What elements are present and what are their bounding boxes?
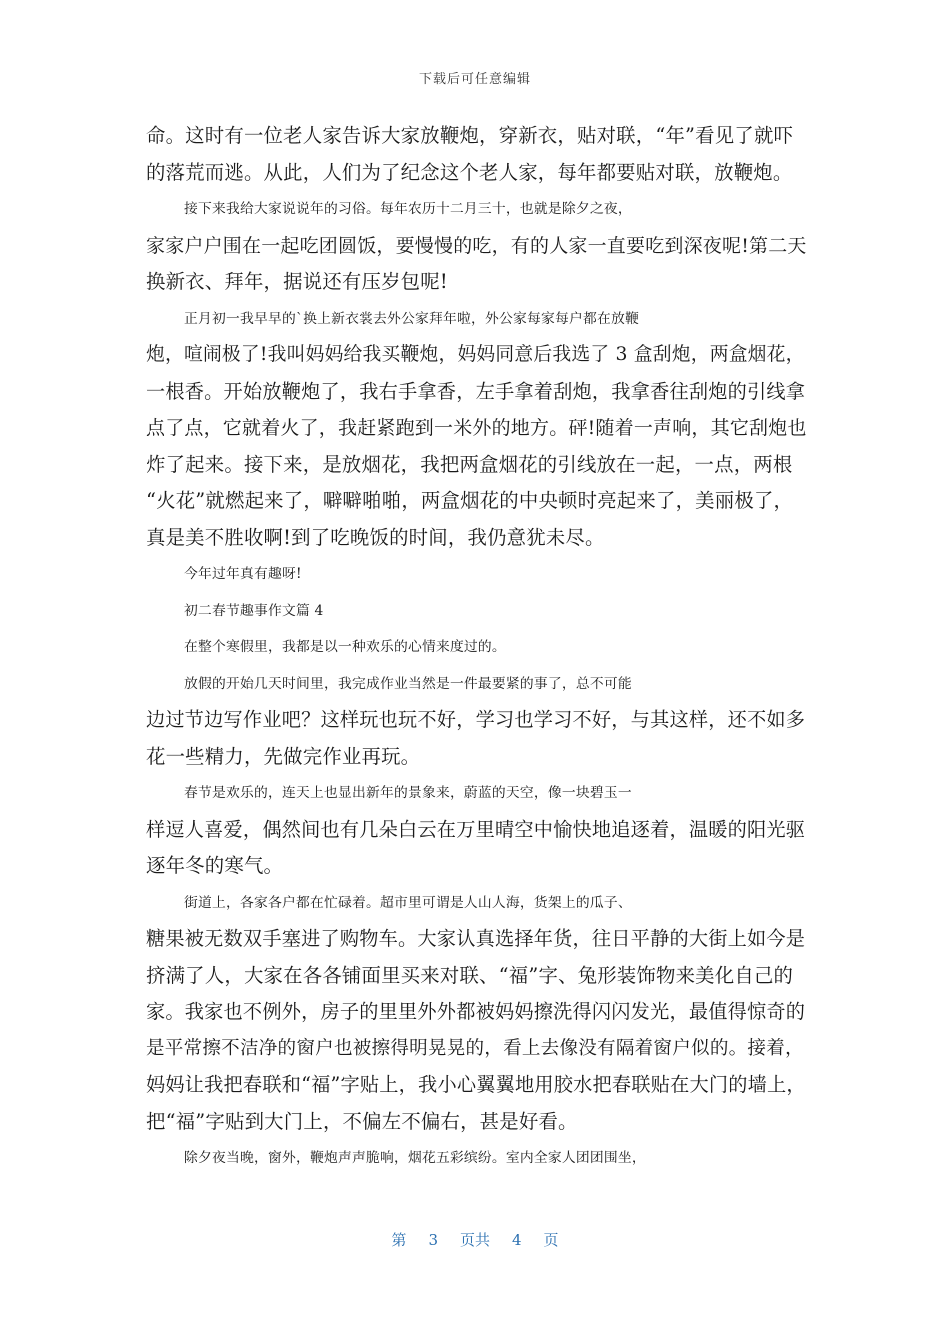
text-line: 把“福”字贴到大门上，不偏左不偏右，甚是好看。: [146, 1109, 578, 1133]
text-line: 接下来我给大家说说年的习俗。每年农历十二月三十，也就是除夕之夜，: [184, 201, 632, 217]
page-footer: [0, 1229, 950, 1250]
text-line: 换新衣、拜年，据说还有压岁包呢!: [146, 270, 448, 293]
text-line: 放假的开始几天时间里，我完成作业当然是一件最要紧的事了，总不可能: [184, 675, 632, 692]
text-line: 的落荒而逃。从此，人们为了纪念这个老人家，每年都要贴对联，放鞭炮。: [146, 160, 793, 184]
text-line: 挤满了人，大家在各各铺面里买来对联、“福”字、兔形装饰物来美化自己的: [146, 963, 794, 987]
text-line: 炸了起来。接下来，是放烟花，我把两盒烟花的引线放在一起，一点，两根: [146, 452, 793, 476]
footer-suffix: 页: [543, 1231, 559, 1249]
text-line: 在整个寒假里，我都是以一种欢乐的心情来度过的。: [184, 639, 506, 655]
text-line: 是平常擦不洁净的窗户也被擦得明晃晃的，看上去像没有隔着窗户似的。接着，: [146, 1037, 804, 1059]
text-line: 妈妈让我把春联和“福”字贴上，我小心翼翼地用胶水把春联贴在大门的墙上，: [146, 1073, 806, 1096]
text-line: 今年过年真有趣呀!: [184, 566, 302, 582]
footer-prefix: 第: [391, 1231, 407, 1249]
text-line: 花一些精力，先做完作业再玩。: [146, 744, 421, 768]
text-line: 炮，喧闹极了!我叫妈妈给我买鞭炮，妈妈同意后我选了 3 盒刮炮，两盒烟花，: [146, 344, 805, 365]
text-line: “火花”就燃起来了，噼噼啪啪，两盒烟花的中央顿时亮起来了，美丽极了，: [146, 489, 794, 512]
footer-total-pages: 4: [512, 1231, 522, 1249]
text-line: 正月初一我早早的`换上新衣裳去外公家拜年啦，外公家每家每户都在放鞭: [184, 310, 639, 327]
text-line: 逐年冬的寒气。: [146, 854, 284, 877]
text-line: 家。我家也不例外，房子的里里外外都被妈妈擦洗得闪闪发光，最值得惊奇的: [146, 1000, 806, 1023]
text-line: 除夕夜当晚，窗外，鞭炮声声脆响，烟花五彩缤纷。室内全家人团团围坐，: [184, 1150, 646, 1166]
document-body: [146, 118, 806, 1177]
text-line: 糖果被无数双手塞进了购物车。大家认真选择年货，往日平静的大街上如今是: [146, 927, 806, 950]
text-line: 春节是欢乐的，连天上也显出新年的景象来，蔚蓝的天空，像一块碧玉一: [184, 785, 632, 801]
footer-current-page: 3: [428, 1231, 438, 1249]
text-line: 初二春节趣事作文篇 4: [184, 602, 324, 619]
text-line: 一根香。开始放鞭炮了，我右手拿香，左手拿着刮炮，我拿香往刮炮的引线拿: [146, 379, 806, 403]
footer-middle: 页共: [459, 1231, 490, 1249]
text-line: 样逗人喜爱，偶然间也有几朵白云在万里晴空中愉快地追逐着，温暖的阳光驱: [146, 817, 806, 841]
text-line: 街道上，各家各户都在忙碌着。超市里可谓是人山人海，货架上的瓜子、: [184, 894, 632, 911]
text-line: 边过节边写作业吧？这样玩也玩不好，学习也学习不好，与其这样，还不如多: [146, 708, 806, 731]
page-header: 下载后可任意编辑: [418, 72, 531, 87]
text-line: 家家户户围在一起吃团圆饭，要慢慢的吃，有的人家一直要吃到深夜呢!第二天: [146, 234, 807, 257]
text-line: 点了点，它就着火了，我赶紧跑到一米外的地方。砰!随着一声响，其它刮炮也: [146, 417, 807, 439]
text-line: 命。这时有一位老人家告诉大家放鞭炮，穿新衣，贴对联，“年”看见了就吓: [146, 124, 794, 147]
text-line: 真是美不胜收啊!到了吃晚饭的时间，我仍意犹未尽。: [146, 525, 605, 549]
